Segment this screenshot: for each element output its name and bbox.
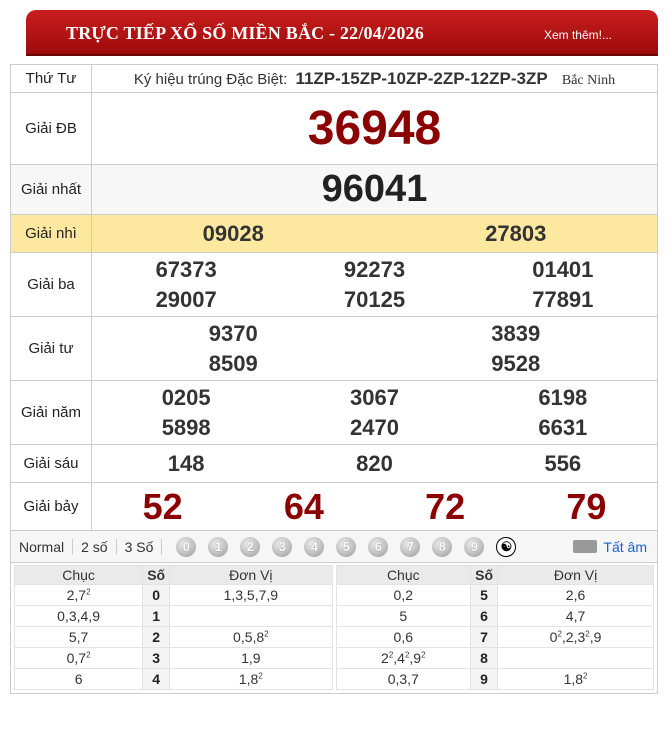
loto-head-digit: 2: [143, 627, 170, 648]
loto-donvi: [170, 606, 332, 627]
digit-ball-7[interactable]: 7: [400, 537, 420, 557]
prize-sau-number: 148: [167, 450, 205, 476]
prize-ba-number: 01401: [532, 256, 594, 282]
prize-label-nam: Giải năm: [11, 381, 92, 445]
loto-head-digit: 8: [471, 648, 498, 669]
prize-bay-number: 64: [283, 485, 324, 527]
province-name: Bắc Ninh: [561, 72, 616, 88]
loto-donvi: $0^2,2,3^2,9$: [498, 627, 654, 648]
prize-label-bay: Giải bảy: [11, 483, 92, 531]
loto-head-digit: 7: [471, 627, 498, 648]
symbol-codes: 11ZP-15ZP-10ZP-2ZP-12ZP-3ZP: [295, 68, 548, 88]
prize-ba-number: 92273: [343, 256, 406, 282]
digit-ball-2[interactable]: 2: [240, 537, 260, 557]
table-row: [15, 669, 333, 690]
loto-head-digit: 4: [143, 669, 170, 690]
prize-bay-number: 72: [425, 485, 466, 527]
loto-donvi: $1,8^2$: [498, 669, 654, 690]
prize-nam-number: 6198: [538, 384, 588, 410]
digit-ball-9[interactable]: 9: [464, 537, 484, 557]
loto-chuc: $0,7^2$: [15, 648, 143, 669]
header-donvi: Đơn Vị: [170, 566, 332, 585]
see-more-link[interactable]: Xem thêm!...: [543, 28, 612, 42]
mute-audio-button[interactable]: [573, 539, 647, 555]
display-toolbar: [10, 531, 658, 563]
loto-table-right: [336, 565, 655, 690]
loto-head-digit: 9: [471, 669, 498, 690]
table-row: [15, 627, 333, 648]
prize-nhat-number: 96041: [321, 168, 428, 210]
prize-nam-number: 3067: [350, 384, 399, 410]
digit-ball-0[interactable]: 0: [176, 537, 196, 557]
prize-bay-number: 52: [142, 485, 183, 527]
prize-tu-number: 9528: [491, 350, 541, 376]
prize-label-ba: Giải ba: [11, 253, 92, 317]
results-table: [10, 64, 658, 531]
prize-nam-number: 0205: [161, 384, 211, 410]
results-header: [26, 10, 658, 54]
table-row: [15, 606, 333, 627]
loto-head-digit: 3: [143, 648, 170, 669]
speaker-icon: [573, 540, 597, 553]
symbol-label: Ký hiệu trúng Đặc Biệt:: [133, 70, 288, 88]
prize-ba-number: 77891: [532, 286, 594, 312]
prize-bay-number: 79: [566, 485, 607, 527]
header-so: Số: [471, 566, 498, 585]
loto-table-left: [14, 565, 333, 690]
digit-ball-8[interactable]: 8: [432, 537, 452, 557]
loto-donvi: 4,7: [498, 606, 654, 627]
prize-ba-number: 70125: [343, 286, 406, 312]
loto-chuc: 0,3,7: [336, 669, 471, 690]
prize-nam-number: 6631: [538, 414, 588, 440]
option-normal[interactable]: Normal: [11, 539, 73, 555]
loto-chuc: $2,7^2$: [15, 585, 143, 606]
table-row: [336, 606, 654, 627]
table-row: [15, 585, 333, 606]
loto-head-digit: 6: [471, 606, 498, 627]
digit-ball-4[interactable]: 4: [304, 537, 324, 557]
prize-tu-number: 9370: [208, 320, 258, 346]
mute-audio-label: Tất âm: [603, 538, 647, 555]
table-row: [15, 648, 333, 669]
loto-chuc: 0,6: [336, 627, 471, 648]
digit-ball-1[interactable]: 1: [208, 537, 228, 557]
loto-donvi: 2,6: [498, 585, 654, 606]
header-chuc: Chục: [336, 566, 471, 585]
loto-donvi: 1,9: [170, 648, 332, 669]
header-donvi: Đơn Vị: [498, 566, 654, 585]
prize-label-nhi: Giải nhì: [11, 215, 92, 253]
loto-head-digit: 0: [143, 585, 170, 606]
prize-tu-number: 3839: [491, 320, 541, 346]
prize-tu-number: 8509: [208, 350, 258, 376]
loto-head-digit: 5: [471, 585, 498, 606]
prize-ba-number: 67373: [155, 256, 217, 282]
digit-ball-3[interactable]: 3: [272, 537, 292, 557]
loto-chuc: 5: [336, 606, 471, 627]
loto-chuc: 0,3,4,9: [15, 606, 143, 627]
loto-donvi: 1,3,5,7,9: [170, 585, 332, 606]
loto-chuc: 0,2: [336, 585, 471, 606]
table-row: [336, 648, 654, 669]
prize-nam-number: 5898: [161, 414, 211, 440]
yinyang-icon[interactable]: ☯: [496, 537, 516, 557]
loto-donvi: [498, 648, 654, 669]
prize-nam-number: 2470: [350, 414, 399, 440]
prize-ba-number: 29007: [155, 286, 217, 312]
loto-tables: [10, 563, 658, 694]
table-row: [336, 669, 654, 690]
prize-label-tu: Giải tư: [11, 317, 92, 381]
loto-chuc: 6: [15, 669, 143, 690]
prize-label-nhat: Giải nhất: [11, 165, 92, 215]
header-chuc: Chục: [15, 566, 143, 585]
prize-label-sau: Giải sáu: [11, 445, 92, 483]
header-so: Số: [143, 566, 170, 585]
prize-nhi-number: 09028: [202, 220, 264, 246]
prize-nhi-number: 27803: [485, 220, 547, 246]
prize-sau-number: 820: [356, 450, 393, 476]
prize-label-db: Giải ĐB: [11, 93, 92, 165]
loto-chuc: $2^2,4^2,9^2$: [336, 648, 471, 669]
prize-db-number: 36948: [307, 102, 442, 155]
results-title: TRỰC TIẾP XỔ SỐ MIỀN BẮC - 22/04/2026: [66, 23, 424, 43]
loto-chuc: 5,7: [15, 627, 143, 648]
digit-ball-6[interactable]: 6: [368, 537, 388, 557]
prize-sau-number: 556: [544, 450, 582, 476]
table-row: [336, 585, 654, 606]
special-symbol-row: [92, 65, 658, 93]
option-3-digits[interactable]: 3 Số: [117, 539, 163, 555]
loto-donvi: 0,5,8$^2$: [170, 627, 332, 648]
option-2-digits[interactable]: 2 số: [73, 539, 116, 555]
loto-head-digit: 1: [143, 606, 170, 627]
loto-donvi: $1,8^2$: [170, 669, 332, 690]
digit-ball-5[interactable]: 5: [336, 537, 356, 557]
weekday-label: Thứ Tư: [11, 65, 92, 93]
table-row: [336, 627, 654, 648]
